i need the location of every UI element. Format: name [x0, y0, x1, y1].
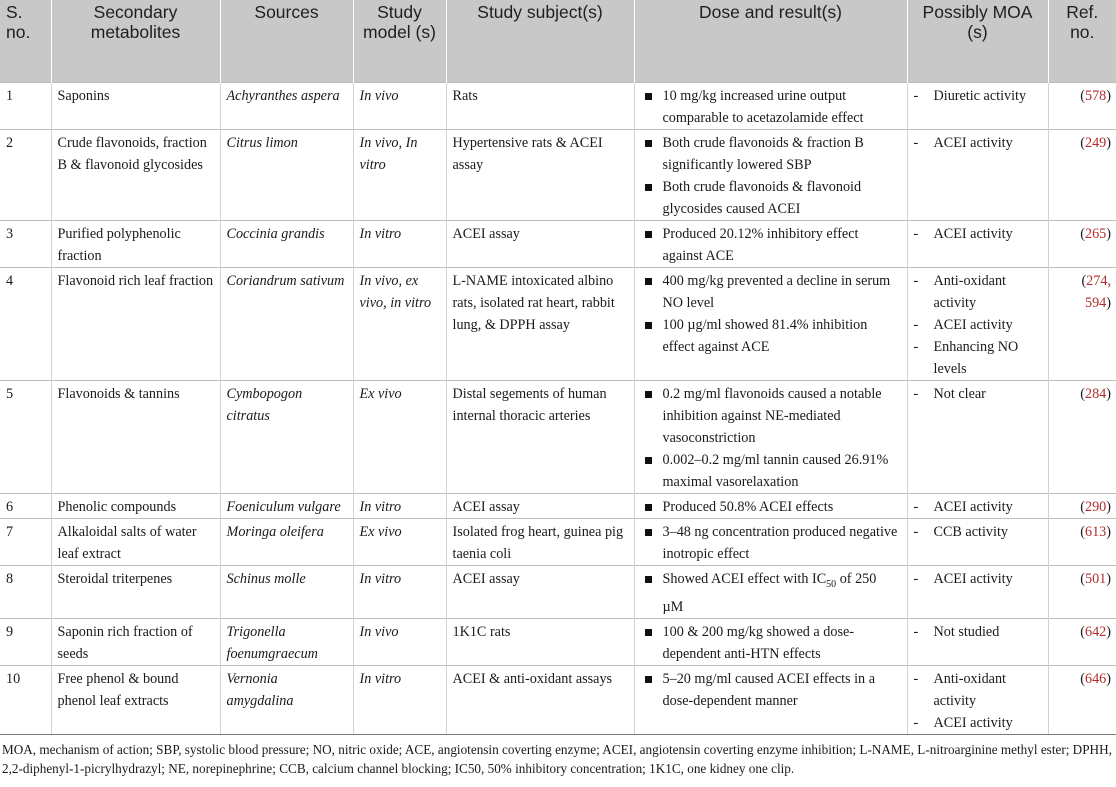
- cell-subject: Distal segements of human internal thoracic arteries: [446, 381, 634, 494]
- cell-moa: [907, 83, 1048, 130]
- ref-link[interactable]: 613: [1084, 524, 1107, 540]
- cell-model: In vitro: [353, 221, 446, 268]
- cell-results: [634, 519, 907, 566]
- ref-paren: (: [1080, 386, 1085, 402]
- ref-link[interactable]: 642: [1084, 623, 1107, 640]
- bullet-square-icon: [645, 231, 652, 238]
- moa-list: [914, 668, 1042, 734]
- header-row: [0, 0, 1116, 83]
- cell-subject: L-NAME intoxicated albino rats, isolated rat heart, rabbit lung, & DPPH assay: [446, 268, 634, 381]
- moa-text: ACEI activity: [933, 571, 1013, 587]
- cell-model: In vivo: [353, 83, 446, 130]
- cell-ref: [1048, 665, 1116, 734]
- header-moa: Possibly MOA (s): [907, 0, 1048, 83]
- result-text: Both crude flavonoids & fraction B significantly lowered SBP: [662, 135, 864, 173]
- result-text: 5–20 mg/ml caused ACEI effects in a dose-dependent manner: [662, 670, 875, 709]
- moa-item: [914, 336, 1042, 380]
- result-text: Produced 20.12% inhibitory effect against ACE: [662, 226, 859, 264]
- cell-metabolite: Flavonoid rich leaf fraction: [51, 268, 220, 381]
- moa-text: Enhancing NO levels: [933, 339, 1019, 377]
- cell-results: [634, 221, 907, 268]
- cell-moa: [907, 381, 1048, 494]
- cell-source: Vernonia amygdalina: [220, 665, 353, 734]
- dash-bullet-icon: -: [913, 317, 919, 333]
- cell-subject: Rats: [446, 83, 634, 130]
- moa-text: ACEI activity: [933, 714, 1013, 731]
- ref-paren: ): [1106, 386, 1111, 402]
- result-item: [641, 132, 901, 176]
- bullet-square-icon: [645, 457, 652, 464]
- header-sources: Sources: [220, 0, 353, 83]
- moa-item: [914, 568, 1042, 590]
- cell-subject: Isolated frog heart, guinea pig taenia coli: [446, 519, 634, 566]
- ref-paren: ): [1106, 670, 1111, 687]
- cell-moa: [907, 566, 1048, 619]
- result-text: Both crude flavonoids & flavonoid glycosides caused ACEI: [662, 179, 862, 217]
- result-item: [641, 668, 901, 712]
- cell-results: [634, 130, 907, 221]
- result-item: [641, 85, 901, 129]
- table-row: [0, 566, 1116, 619]
- table-row: [0, 381, 1116, 494]
- cell-subject: 1K1C rats: [446, 618, 634, 665]
- cell-metabolite: Free phenol & bound phenol leaf extracts: [51, 665, 220, 734]
- result-item: [641, 314, 901, 358]
- table-row: [0, 130, 1116, 221]
- ref-paren: (: [1081, 273, 1087, 289]
- ref-link[interactable]: 284: [1084, 386, 1107, 402]
- bullet-square-icon: [645, 322, 652, 329]
- bullet-square-icon: [645, 93, 652, 100]
- cell-source: Achyranthes aspera: [220, 83, 353, 130]
- moa-item: [914, 314, 1042, 336]
- ref-link[interactable]: 249: [1084, 135, 1107, 151]
- bullet-square-icon: [645, 676, 652, 683]
- dash-bullet-icon: -: [913, 88, 919, 104]
- dash-bullet-icon: -: [913, 386, 919, 402]
- ref-link[interactable]: 646: [1084, 670, 1107, 687]
- cell-subject: ACEI assay: [446, 566, 634, 619]
- bullet-square-icon: [645, 629, 652, 636]
- bullet-square-icon: [645, 504, 652, 511]
- cell-results: [634, 494, 907, 519]
- cell-moa: [907, 494, 1048, 519]
- cell-ref: [1048, 566, 1116, 619]
- moa-item: [914, 668, 1042, 712]
- moa-text: Not studied: [933, 623, 1000, 640]
- cell-moa: [907, 268, 1048, 381]
- result-text: Showed ACEI effect with IC: [662, 571, 827, 587]
- cell-model: In vitro: [353, 494, 446, 519]
- cell-source: Coriandrum sativum: [220, 268, 353, 381]
- table-row: [0, 618, 1116, 665]
- table-footnote: MOA, mechanism of action; SBP, systolic blood pressure; NO, nitric oxide; ACE, angiotensin coverting enzyme; ACEI, angiotensin coverting enzyme inhibition; L-NAME, L-nitroarginine methyl ester; DPHH, 2,2-diphenyl-1-picrylhydrazyl; NE, norepinephrine; CCB, calcium channel blocking; IC50, 50% inhibitory concentration; 1K1C, one kidney one clip.: [2, 741, 1112, 777]
- bullet-square-icon: [645, 278, 652, 285]
- header-sno: S. no.: [0, 0, 51, 83]
- cell-metabolite: Saponins: [51, 83, 220, 130]
- bullet-square-icon: [645, 140, 652, 147]
- results-list: [641, 383, 901, 493]
- header-results: Dose and result(s): [634, 0, 907, 83]
- result-item: [641, 621, 901, 665]
- header-model: Study model (s): [353, 0, 446, 83]
- ref-paren: (: [1080, 135, 1085, 151]
- bullet-square-icon: [645, 529, 652, 536]
- cell-subject: ACEI assay: [446, 221, 634, 268]
- dash-bullet-icon: -: [913, 135, 919, 151]
- dash-bullet-icon: -: [913, 670, 919, 687]
- results-list: [641, 668, 901, 712]
- moa-text: ACEI activity: [933, 226, 1013, 242]
- moa-item: [914, 85, 1042, 107]
- cell-model: Ex vivo: [353, 381, 446, 494]
- moa-text: Anti-oxidant activity: [933, 273, 1007, 311]
- results-list: [641, 496, 901, 518]
- dash-bullet-icon: -: [913, 226, 919, 242]
- cell-source: Citrus limon: [220, 130, 353, 221]
- bullet-square-icon: [645, 391, 652, 398]
- ref-paren: ): [1106, 295, 1111, 311]
- cell-source: Cymbopogon citratus: [220, 381, 353, 494]
- bullet-square-icon: [645, 184, 652, 191]
- ref-paren: (: [1080, 499, 1085, 515]
- result-text: 3–48 ng concentration produced negative inotropic effect: [662, 524, 898, 562]
- moa-item: [914, 132, 1042, 154]
- cell-model: In vivo, ex vivo, in vitro: [353, 268, 446, 381]
- cell-model: In vitro: [353, 566, 446, 619]
- cell-source: Coccinia grandis: [220, 221, 353, 268]
- dash-bullet-icon: -: [913, 623, 919, 640]
- result-item: [641, 176, 901, 220]
- ref-link[interactable]: 501: [1084, 571, 1107, 587]
- cell-metabolite: Alkaloidal salts of water leaf extract: [51, 519, 220, 566]
- moa-list: [914, 521, 1042, 543]
- dash-bullet-icon: -: [913, 339, 919, 355]
- moa-list: [914, 270, 1042, 380]
- cell-sno: 6: [0, 494, 51, 519]
- dash-bullet-icon: -: [913, 499, 919, 515]
- cell-sno: 3: [0, 221, 51, 268]
- cell-model: In vitro: [353, 665, 446, 734]
- cell-sno: 9: [0, 618, 51, 665]
- cell-results: [634, 665, 907, 734]
- cell-moa: [907, 519, 1048, 566]
- results-list: [641, 85, 901, 129]
- cell-moa: [907, 130, 1048, 221]
- cell-subject: Hypertensive rats & ACEI assay: [446, 130, 634, 221]
- cell-sno: 10: [0, 665, 51, 734]
- cell-ref: [1048, 381, 1116, 494]
- moa-text: ACEI activity: [933, 135, 1013, 151]
- ref-link[interactable]: 290: [1084, 499, 1107, 515]
- dash-bullet-icon: -: [913, 273, 919, 289]
- cell-metabolite: Steroidal triterpenes: [51, 566, 220, 619]
- result-item: [641, 270, 901, 314]
- cell-model: Ex vivo: [353, 519, 446, 566]
- moa-text: CCB activity: [933, 524, 1008, 540]
- cell-metabolite: Saponin rich fraction of seeds: [51, 618, 220, 665]
- cell-model: In vivo, In vitro: [353, 130, 446, 221]
- cell-metabolite: Flavonoids & tannins: [51, 381, 220, 494]
- cell-metabolite: Purified polyphenolic fraction: [51, 221, 220, 268]
- ref-paren: ): [1106, 226, 1111, 242]
- result-text: 100 µg/ml showed 81.4% inhibition effect against ACE: [662, 317, 868, 355]
- result-text: 0.2 mg/ml flavonoids caused a notable inhibition against NE-mediated vasoconstriction: [662, 386, 882, 446]
- moa-text: ACEI activity: [933, 317, 1013, 333]
- dash-bullet-icon: -: [913, 524, 919, 540]
- result-text: 0.002–0.2 mg/ml tannin caused 26.91% maximal vasorelaxation: [662, 452, 889, 490]
- ref-paren: ): [1106, 499, 1111, 515]
- ref-paren: ): [1106, 88, 1111, 104]
- result-text: 10 mg/kg increased urine output comparable to acetazolamide effect: [662, 88, 864, 126]
- table-body: [0, 83, 1116, 735]
- table-row: [0, 665, 1116, 734]
- ref-paren: (: [1080, 524, 1085, 540]
- moa-text: Not clear: [933, 386, 986, 402]
- result-item: [641, 521, 901, 565]
- result-text: 100 & 200 mg/kg showed a dose-dependent anti-HTN effects: [662, 623, 855, 662]
- cell-sno: 7: [0, 519, 51, 566]
- cell-ref: [1048, 83, 1116, 130]
- table-row: [0, 519, 1116, 566]
- moa-item: [914, 383, 1042, 405]
- cell-sno: 5: [0, 381, 51, 494]
- moa-list: [914, 568, 1042, 590]
- result-text: 400 mg/kg prevented a decline in serum NO level: [662, 273, 891, 311]
- results-list: [641, 223, 901, 267]
- cell-ref: [1048, 221, 1116, 268]
- cell-results: [634, 618, 907, 665]
- result-item: [641, 223, 901, 267]
- ref-paren: (: [1080, 88, 1085, 104]
- bullet-square-icon: [645, 576, 652, 583]
- cell-metabolite: Phenolic compounds: [51, 494, 220, 519]
- ref-link[interactable]: 265: [1084, 226, 1107, 242]
- header-ref: Ref. no.: [1048, 0, 1116, 83]
- cell-ref: [1048, 519, 1116, 566]
- cell-moa: [907, 665, 1048, 734]
- moa-item: [914, 712, 1042, 734]
- ref-paren: ): [1106, 623, 1111, 640]
- moa-list: [914, 85, 1042, 107]
- cell-results: [634, 268, 907, 381]
- moa-item: [914, 621, 1042, 643]
- cell-model: In vivo: [353, 618, 446, 665]
- ref-paren: (: [1080, 623, 1085, 640]
- moa-text: Anti-oxidant activity: [933, 670, 1007, 709]
- cell-source: Foeniculum vulgare: [220, 494, 353, 519]
- ref-paren: ): [1106, 135, 1111, 151]
- results-list: [641, 132, 901, 220]
- moa-list: [914, 621, 1042, 643]
- header-subjects: Study subject(s): [446, 0, 634, 83]
- cell-sno: 4: [0, 268, 51, 381]
- result-text: of 250 µM: [662, 571, 877, 615]
- result-text: Produced 50.8% ACEI effects: [662, 499, 834, 515]
- results-list: [641, 521, 901, 565]
- cell-ref: [1048, 618, 1116, 665]
- moa-item: [914, 223, 1042, 245]
- moa-list: [914, 132, 1042, 154]
- cell-ref: [1048, 268, 1116, 381]
- cell-sno: 2: [0, 130, 51, 221]
- cell-sno: 1: [0, 83, 51, 130]
- result-item: [641, 496, 901, 518]
- ref-link[interactable]: 274, 594: [1084, 273, 1111, 311]
- table-row: [0, 221, 1116, 268]
- ref-link[interactable]: 578: [1084, 88, 1107, 104]
- dash-bullet-icon: -: [913, 714, 919, 731]
- table-row: [0, 268, 1116, 381]
- header-metabolites: Secondary metabolites: [51, 0, 220, 83]
- result-item: [641, 383, 901, 449]
- results-list: [641, 621, 901, 665]
- ref-paren: ): [1106, 524, 1111, 540]
- cell-source: Moringa oleifera: [220, 519, 353, 566]
- cell-moa: [907, 221, 1048, 268]
- moa-list: [914, 383, 1042, 405]
- moa-text: ACEI activity: [933, 499, 1013, 515]
- moa-text: Diuretic activity: [933, 88, 1027, 104]
- ref-paren: (: [1080, 670, 1085, 687]
- cell-source: Schinus molle: [220, 566, 353, 619]
- cell-metabolite: Crude flavonoids, fraction B & flavonoid glycosides: [51, 130, 220, 221]
- ref-paren: (: [1080, 226, 1085, 242]
- cell-results: [634, 566, 907, 619]
- moa-item: [914, 270, 1042, 314]
- ref-paren: ): [1106, 571, 1111, 587]
- table-row: [0, 83, 1116, 130]
- cell-source: Trigonella foenumgraecum: [220, 618, 353, 665]
- results-list: [641, 270, 901, 358]
- ref-paren: (: [1080, 571, 1085, 587]
- moa-list: [914, 223, 1042, 245]
- cell-subject: ACEI assay: [446, 494, 634, 519]
- moa-item: [914, 496, 1042, 518]
- moa-list: [914, 496, 1042, 518]
- cell-sno: 8: [0, 566, 51, 619]
- results-list: [641, 568, 901, 618]
- cell-results: [634, 381, 907, 494]
- cell-ref: [1048, 494, 1116, 519]
- cell-ref: [1048, 130, 1116, 221]
- moa-item: [914, 521, 1042, 543]
- result-item: [641, 568, 901, 618]
- cell-moa: [907, 618, 1048, 665]
- result-item: [641, 449, 901, 493]
- cell-results: [634, 83, 907, 130]
- table-row: [0, 494, 1116, 519]
- dash-bullet-icon: -: [913, 571, 919, 587]
- cell-subject: ACEI & anti-oxidant assays: [446, 665, 634, 734]
- result-subscript: 50: [826, 578, 837, 590]
